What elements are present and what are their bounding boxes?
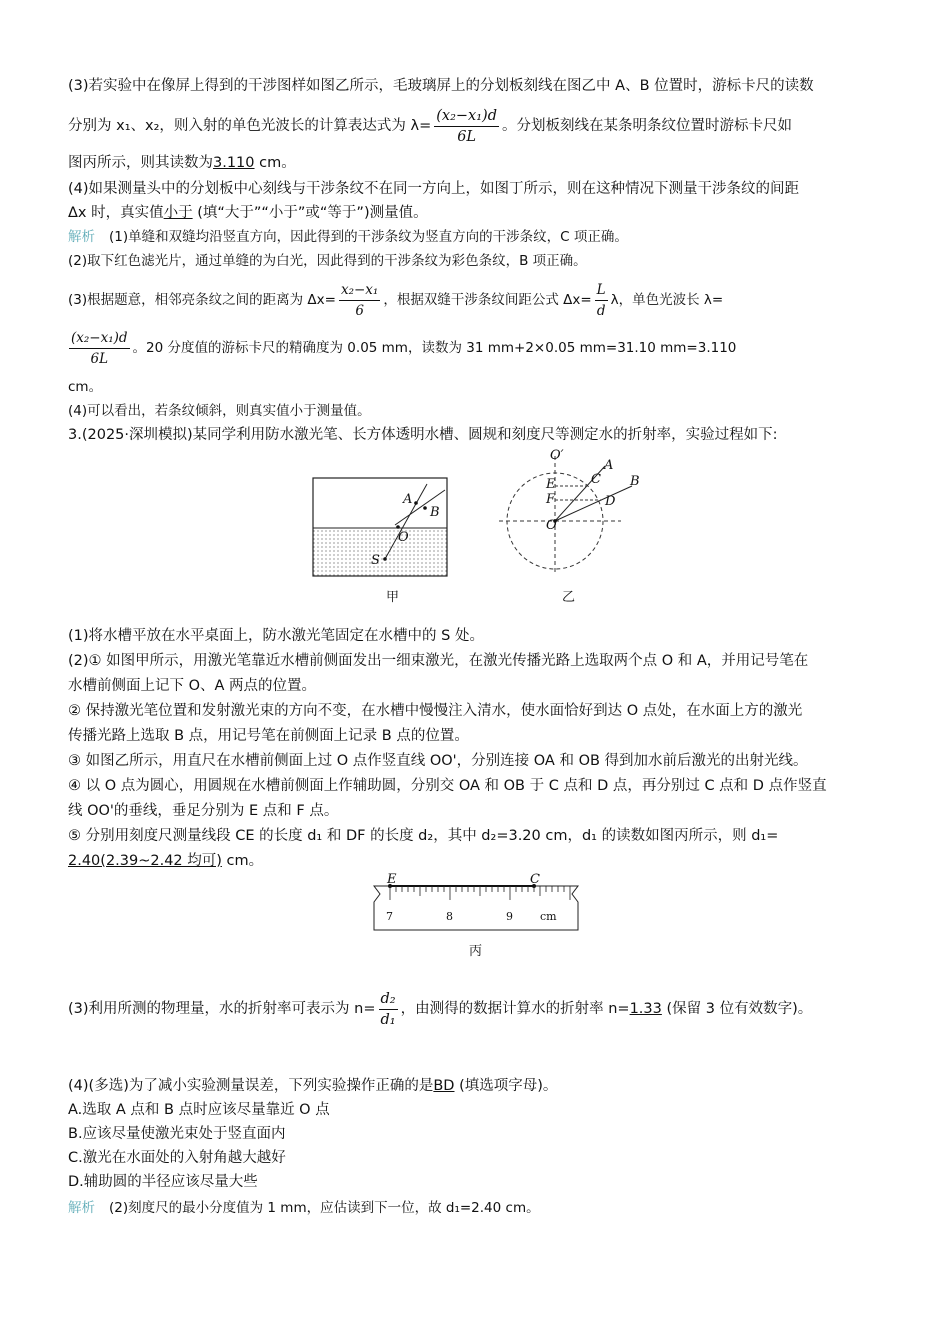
point-O — [396, 525, 400, 529]
ruler-cm: cm — [540, 910, 557, 923]
part-3: (3)利用所测的物理量，水的折射率可表示为 n= $\frac{\text{d₂}}{\text{d₁}}$ ，由测得的数据计算水的折射率 n=1.33 (保留 3 位有效数字)。 — [68, 990, 813, 1028]
label-F: F — [546, 492, 556, 507]
ruler-body — [374, 886, 578, 930]
option-A: A.选取 A 点和 B 点时应该尽量靠近 O 点 — [68, 1102, 330, 1118]
step-1: (1)将水槽平放在水平桌面上，防水激光笔固定在水槽中的 S 处。 — [68, 628, 484, 644]
analysis-label-2: 解析 — [68, 1200, 95, 1216]
option-B: B.应该尽量使激光束处于竖直面内 — [68, 1126, 286, 1142]
point-S — [383, 557, 387, 561]
answer-BD: BD — [433, 1078, 455, 1094]
step-2h: ⑤ 分别用刻度尺测量线段 CE 的长度 d₁ 和 DF 的长度 d₂，其中 d₂=3.20 cm，d₁ 的读数如图丙所示，则 d₁= — [68, 828, 779, 844]
label-B2: B — [630, 474, 640, 489]
ruler-label-C: C — [530, 872, 540, 887]
answer-smaller: 小于 — [163, 205, 193, 221]
step-2b: 水槽前侧面上记下 O、A 两点的位置。 — [68, 678, 317, 694]
analysis-3: (3)根据题意，相邻亮条纹之间的距离为 Δx= $\frac{\text{x₂−x₁}}{6}$ ，根据双缝干涉条纹间距公式 Δx= $\frac{L}{d}$ λ，单色光波长 λ= — [68, 281, 724, 319]
label-B: B — [430, 505, 440, 520]
option-D: D.辅助圆的半径应该尽量大些 — [68, 1174, 258, 1190]
step-2c: ② 保持激光笔位置和发射激光束的方向不变，在水槽中慢慢注入清水，使水面恰好到达 O 点处，在水面上方的激光 — [68, 703, 803, 719]
point-A — [414, 501, 418, 505]
water-region — [313, 528, 447, 576]
label-D: D — [605, 494, 616, 509]
analysis-final: 解析 (2)刻度尺的最小分度值为 1 mm，应估读到下一位，故 d₁=2.40 cm。 — [68, 1200, 540, 1216]
label-C: C — [591, 472, 601, 487]
answer-n: 1.33 — [629, 1001, 662, 1017]
label-O: O — [398, 530, 409, 545]
step-2g: 线 OO'的垂线，垂足分别为 E 点和 F 点。 — [68, 803, 339, 819]
n-formula: $\frac{\text{d₂}}{\text{d₁}}$ — [380, 990, 396, 1028]
step-2a: (2)① 如图甲所示，用激光笔靠近水槽前侧面发出一细束激光，在激光传播光路上选取两个点 O 和 A，并用记号笔在 — [68, 653, 809, 669]
caption-yi: 乙 — [562, 590, 576, 605]
figure-jia — [305, 470, 455, 582]
ruler-8: 8 — [446, 910, 453, 923]
label-S: S — [371, 553, 380, 568]
q3-para4-line2: Δx 时，真实值小于 (填“大于”“小于”或“等于”)测量值。 — [68, 205, 428, 221]
label-A: A — [403, 492, 413, 507]
label-E: E — [546, 477, 556, 492]
q3-para3-line1: (3)若实验中在像屏上得到的干涉图样如图乙所示，毛玻璃屏上的分划板刻线在图乙中 A、B 位置时，游标卡尺的读数 — [68, 78, 814, 94]
analysis-2: (2)取下红色滤光片，通过单缝的为白光，因此得到的干涉条纹为彩色条纹，B 项正确。 — [68, 253, 587, 269]
caption-jia: 甲 — [386, 590, 400, 605]
ruler-9: 9 — [506, 910, 513, 923]
analysis-4: (4)可以看出，若条纹倾斜，则真实值小于测量值。 — [68, 403, 371, 419]
analysis-label: 解析 — [68, 229, 95, 245]
answer-3110: 3.110 — [213, 155, 255, 171]
ruler-ticks — [390, 886, 570, 900]
analysis-3b: $\frac{\text{(x₂−x₁)d}}{6L}$ 。20 分度值的游标卡尺的精确度为 0.05 mm，读数为 31 mm+2×0.05 mm=31.10 mm=3.110 — [71, 329, 737, 367]
answer-d1: 2.40(2.39~2.42 均可) — [68, 853, 222, 869]
step-2i: 2.40(2.39~2.42 均可) cm。 — [68, 853, 264, 869]
caption-bing: 丙 — [469, 944, 483, 959]
label-O-prime: O′ — [550, 448, 564, 463]
q3-para4-line1: (4)如果测量头中的分划板中心刻线与干涉条纹不在同一方向上，如图丁所示，则在这种情况下测量干涉条纹的间距 — [68, 181, 800, 197]
option-C: C.激光在水面处的入射角越大越好 — [68, 1150, 286, 1166]
question-3-stem: 3.(2025·深圳模拟)某同学利用防水激光笔、长方体透明水槽、圆规和刻度尺等测定水的折射率，实验过程如下: — [68, 427, 778, 443]
q3-para3-line2: 分别为 x₁、x₂，则入射的单色光波长的计算表达式为 λ= $\frac{\text{(x₂−x₁)d}}{6L}$ 。分划板刻线在某条明条纹位置时游标卡尺如 — [68, 107, 792, 145]
step-2d: 传播光路上选取 B 点，用记号笔在前侧面上记录 B 点的位置。 — [68, 728, 469, 744]
q3-para3-line3: 图丙所示，则其读数为3.110 cm。 — [68, 155, 296, 171]
ruler-label-E: E — [387, 872, 397, 887]
figure-bing-ruler — [366, 872, 586, 934]
point-B — [423, 506, 427, 510]
analysis-3c: cm。 — [68, 379, 103, 395]
ruler-7: 7 — [386, 910, 393, 923]
step-2e: ③ 如图乙所示，用直尺在水槽前侧面上过 O 点作竖直线 OO'，分别连接 OA 和 OB 得到加水前后激光的出射光线。 — [68, 753, 808, 769]
label-O2: O — [546, 518, 557, 533]
part-4: (4)(多选)为了减小实验测量误差，下列实验操作正确的是BD (填选项字母)。 — [68, 1078, 558, 1094]
wavelength-formula: $\frac{\text{(x₂−x₁)d}}{6L}$ — [436, 107, 497, 145]
label-A2: A — [604, 458, 614, 473]
figure-yi — [497, 448, 642, 580]
analysis-1: 解析 (1)单缝和双缝均沿竖直方向，因此得到的干涉条纹为竖直方向的干涉条纹，C 项正确。 — [68, 229, 628, 245]
step-2f: ④ 以 O 点为圆心，用圆规在水槽前侧面上作辅助圆，分别交 OA 和 OB 于 C 点和 D 点，再分别过 C 点和 D 点作竖直 — [68, 778, 827, 794]
ray-OB — [555, 486, 632, 521]
